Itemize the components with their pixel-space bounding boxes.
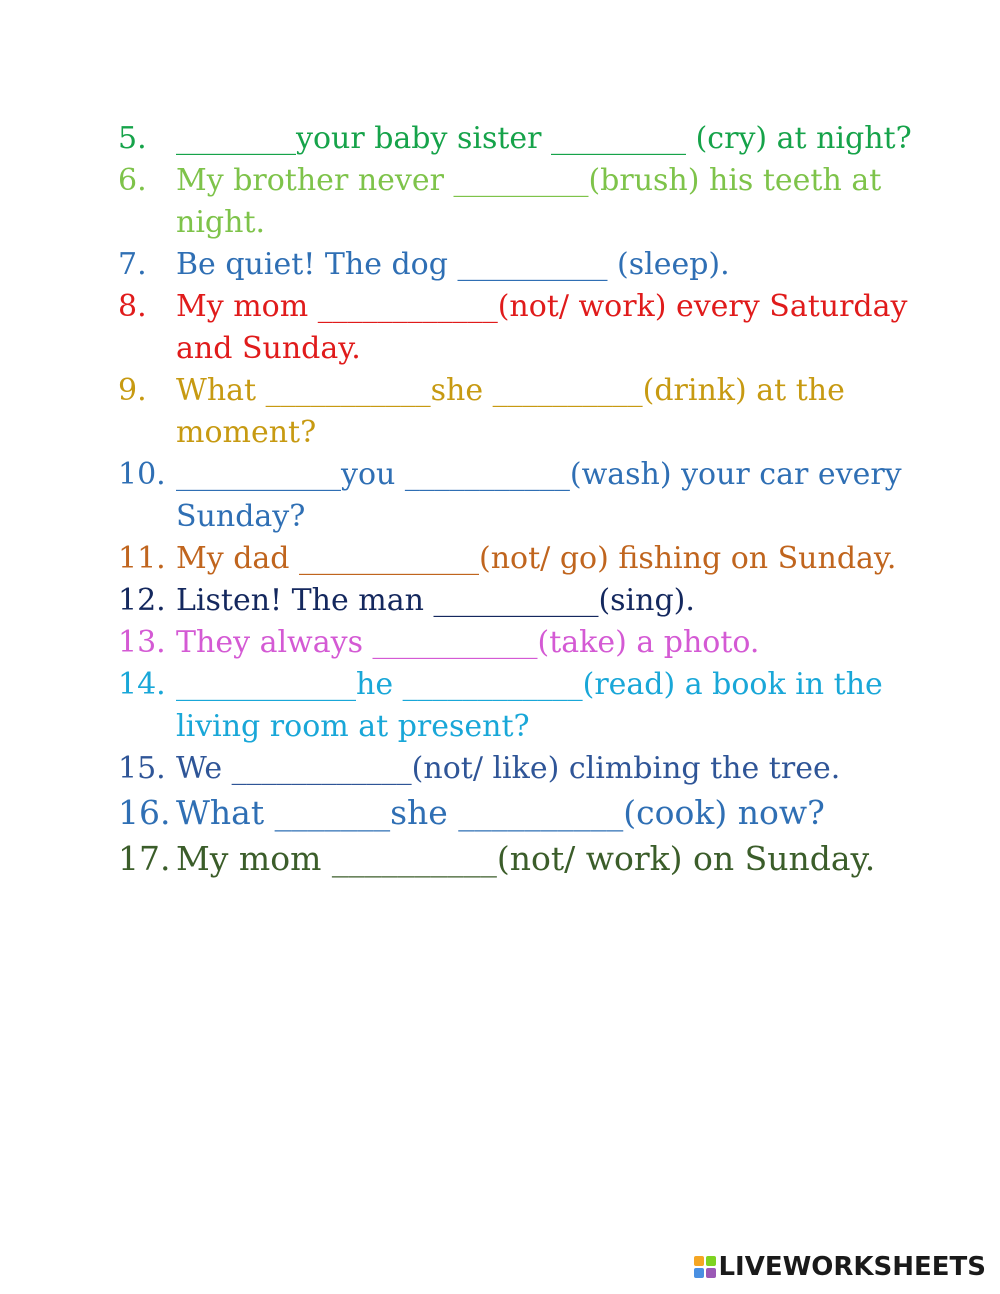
item-number: 7. [118,247,147,282]
item-text: ____________he ____________(read) a book in the living room at present? [176,667,893,744]
exercise-item-10 [118,454,918,538]
item-number: 13. [118,625,166,660]
item-number: 9. [118,373,147,408]
item-text: What ___________she __________(drink) at the moment? [176,373,855,450]
item-text: ________your baby sister _________ (cry) at night? [176,121,912,156]
item-number: 11. [118,541,166,576]
logo-cell [694,1268,704,1278]
item-text: My mom __________(not/ work) on Sunday. [176,839,876,878]
item-number: 8. [118,289,147,324]
exercise-item-16 [118,790,918,836]
exercise-item-8 [118,286,918,370]
item-text: We ____________(not/ like) climbing the tree. [176,751,841,786]
exercise-item-14 [118,664,918,748]
item-text: My dad ____________(not/ go) fishing on Sunday. [176,541,897,576]
exercise-item-12 [118,580,918,622]
item-number: 15. [118,751,166,786]
exercise-item-7 [118,244,918,286]
logo-cell [706,1268,716,1278]
exercise-item-17 [118,836,918,882]
liveworksheets-logo[interactable] [694,1252,986,1282]
logo-cell [694,1256,704,1266]
item-number: 17. [118,839,171,878]
item-text: My brother never _________(brush) his teeth at night. [176,163,891,240]
item-number: 6. [118,163,147,198]
worksheet [118,118,918,882]
item-text: Be quiet! The dog __________ (sleep). [176,247,730,282]
item-text: They always ___________(take) a photo. [176,625,760,660]
item-number: 16. [118,793,171,832]
logo-icon [694,1256,716,1278]
brand-name: LIVEWORKSHEETS [718,1252,986,1282]
logo-cell [706,1256,716,1266]
item-number: 5. [118,121,147,156]
exercise-item-6 [118,160,918,244]
item-text: Listen! The man ___________(sing). [176,583,695,618]
item-text: What _______she __________(cook) now? [176,793,825,832]
exercise-item-13 [118,622,918,664]
exercise-item-5 [118,118,918,160]
exercise-item-15 [118,748,918,790]
exercise-item-9 [118,370,918,454]
item-number: 10. [118,457,166,492]
exercise-item-11 [118,538,918,580]
item-number: 12. [118,583,166,618]
item-number: 14. [118,667,166,702]
item-text: ___________you ___________(wash) your car every Sunday? [176,457,912,534]
item-text: My mom ____________(not/ work) every Saturday and Sunday. [176,289,918,366]
